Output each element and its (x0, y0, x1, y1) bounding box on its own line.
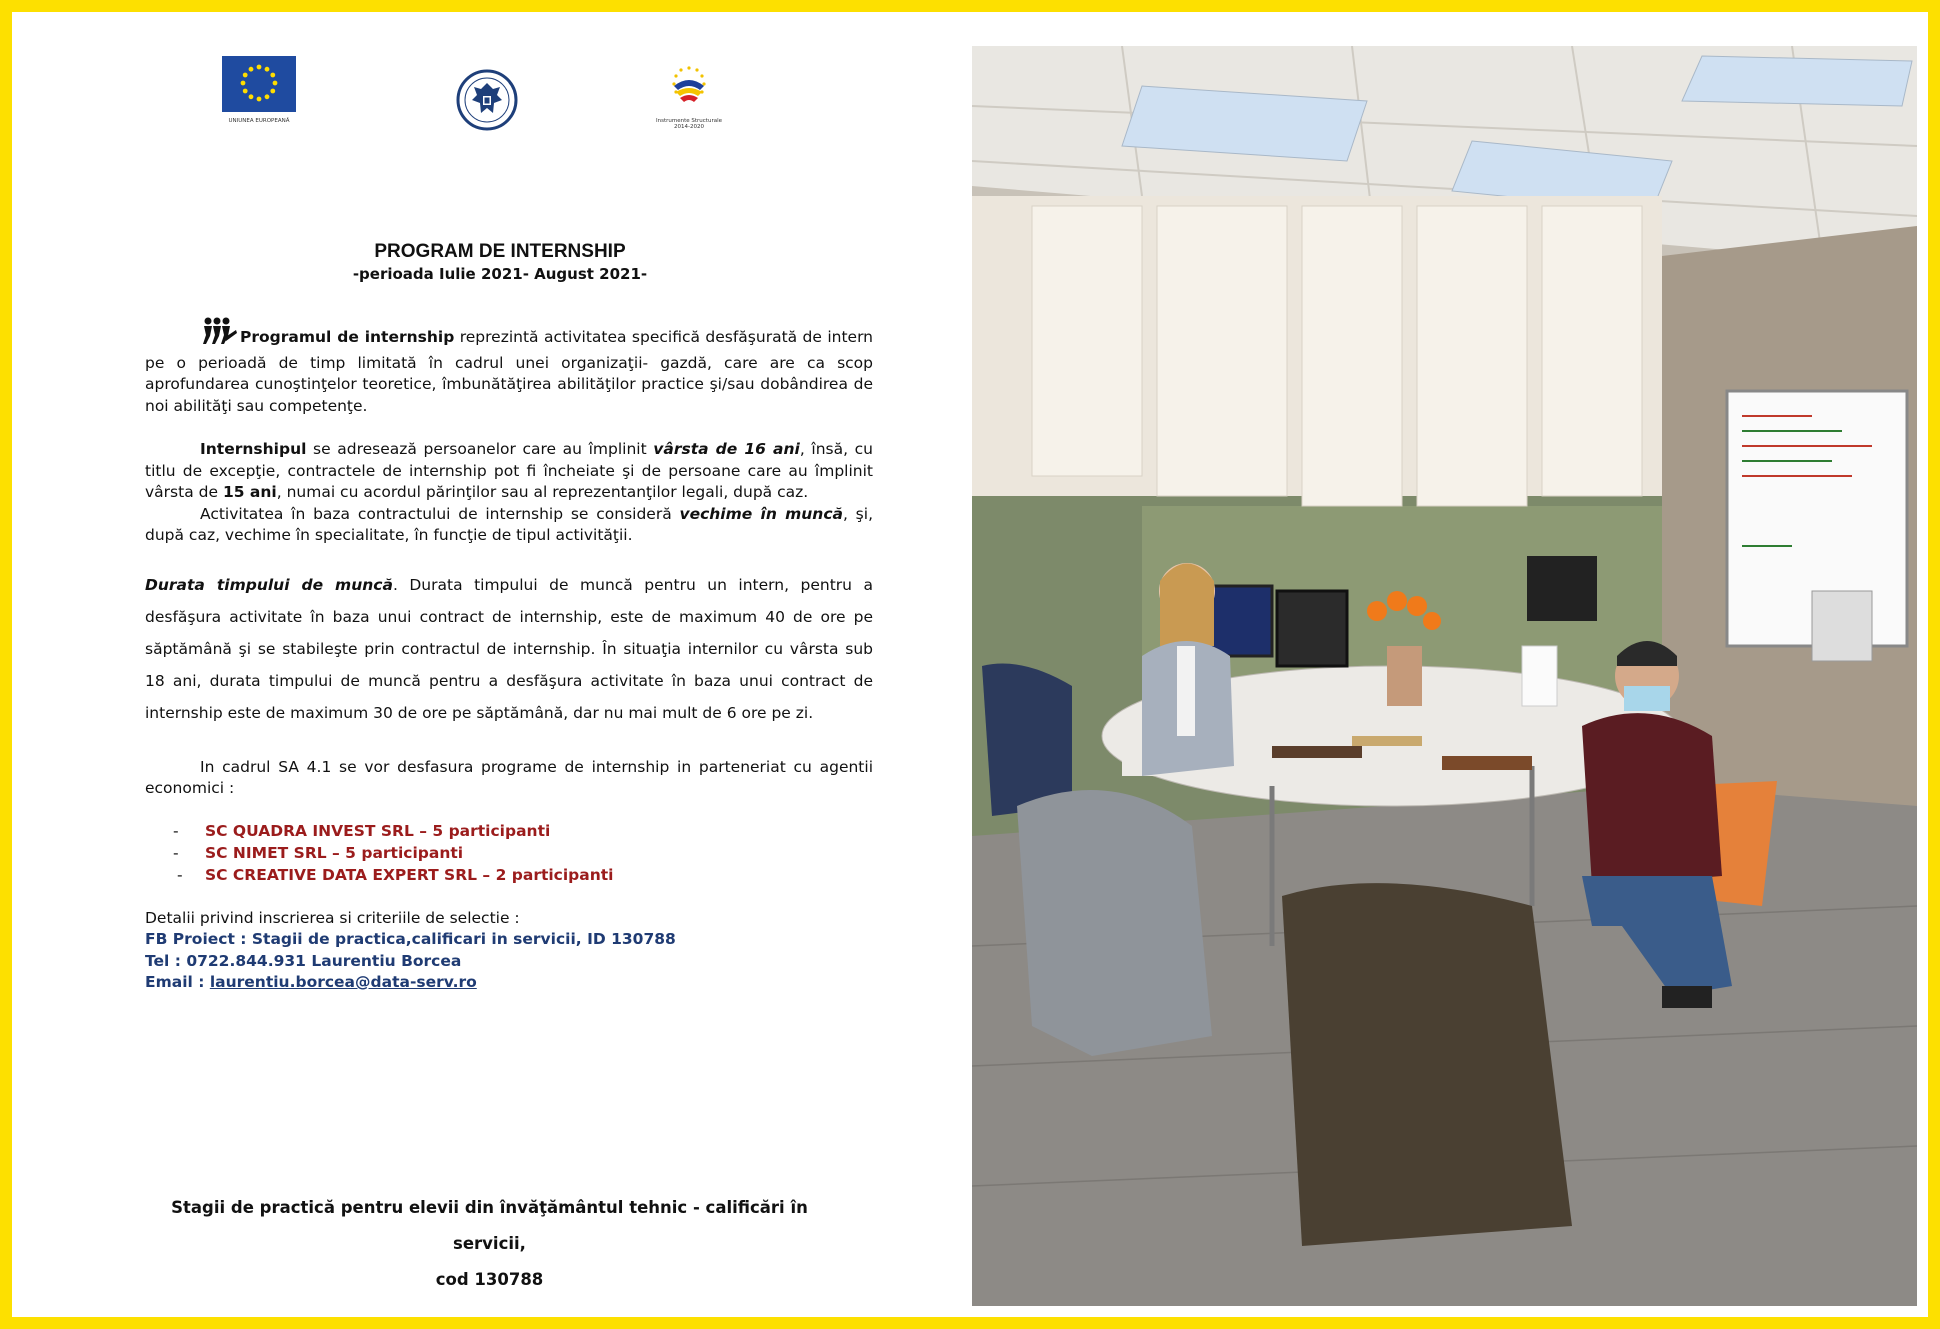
partner-item: - SC NIMET SRL – 5 participanti (173, 843, 464, 862)
partners-list (145, 820, 873, 886)
structural-instruments-logo (652, 62, 726, 130)
eligibility-text-1: se adresează persoanelor care au împlinit (306, 440, 654, 458)
internship-document (145, 240, 873, 994)
partner-name: SC NIMET SRL – 5 participanti (205, 843, 464, 862)
document-subtitle: -perioada Iulie 2021- August 2021- (352, 265, 648, 283)
program-term: Programul de internship (240, 328, 455, 346)
document-footer (132, 1190, 847, 1298)
eu-flag-logo (220, 56, 298, 124)
paragraph-program (145, 316, 873, 417)
government-seal-logo (456, 66, 518, 138)
is-logo-caption-2: 2014-2020 (674, 124, 704, 131)
eligibility-text-2: , însă, cu titlu de excepţie, contractele de internship pot fi încheiate şi de persoane care au împlinit vârsta de (145, 440, 873, 501)
seniority-text-1: Activitatea în baza contractului de internship se consideră (200, 504, 680, 523)
working-time-text: . Durata timpului de muncă pentru un intern, pentru a desfăşura activitate în baza unui contract de internship, este de maximum 40 de ore pe săptămână şi se stabileşte prin contractul de internship. În situaţia internilor cu vârsta sub 18 ani, durata timpului de muncă pentru a desfăşura activitate în baza unui contract de internship este de maximum 30 de ore pe săptămână, dar nu mai mult de 6 ore pe zi. (145, 575, 874, 722)
contact-phone: Tel : 0722.844.931 Laurentiu Borcea (145, 951, 462, 970)
contact-intro: Detalii privind inscrierea si criteriile de selectie : (145, 908, 520, 927)
contact-details (145, 908, 873, 994)
paragraph-working-time (145, 569, 873, 729)
footer-line-1: Stagii de practică pentru elevii din învăţământul tehnic - calificări în servicii, (171, 1198, 808, 1253)
age-15: 15 ani (222, 483, 277, 501)
internship-term: Internshipul (200, 440, 307, 458)
partner-item: - SC CREATIVE DATA EXPERT SRL – 2 participanti (177, 865, 614, 884)
contact-email-label: Email : (145, 973, 210, 991)
program-definition: reprezintă activitatea specifică desfăşurată de intern pe o perioadă de timp limitată în cadrul unei organizaţii- gazdă, care are ca scop aprofundarea cunoştinţelor teoretice, îmbunătăţirea abilităţilor practice şi/sau dobândirea de noi abilităţi sau competenţe. (145, 328, 873, 415)
seniority-term: vechime în muncă (679, 504, 843, 523)
paragraph-seniority (145, 504, 873, 547)
seniority-text-2: , şi, după caz, vechime în specialitate, în funcţie de tipul activităţii. (145, 504, 873, 544)
contact-facebook: FB Proiect : Stagii de practica,calificari in servicii, ID 130788 (145, 930, 676, 948)
partner-name: SC CREATIVE DATA EXPERT SRL – 2 participanti (205, 865, 614, 884)
is-logo-caption-1: Instrumente Structurale (656, 118, 722, 124)
office-photo (972, 46, 1917, 1306)
contact-email-link[interactable]: laurentiu.borcea@data-serv.ro (209, 973, 477, 991)
eu-logo-caption: UNIUNEA EUROPEANĂ (228, 118, 290, 124)
age-16: vârsta de 16 ani (653, 440, 800, 458)
footer-line-2: cod 130788 (435, 1270, 544, 1289)
partnership-text: In cadrul SA 4.1 se vor desfasura programe de internship in parteneriat cu agentii economici : (145, 757, 873, 797)
eligibility-text-3: , numai cu acordul părinţilor sau al reprezentanţilor legali, după caz. (276, 483, 809, 501)
partner-item: - SC QUADRA INVEST SRL – 5 participanti (173, 821, 551, 840)
paragraph-partnership (145, 757, 873, 800)
paragraph-eligibility (145, 439, 873, 504)
document-title: PROGRAM DE INTERNSHIP (374, 241, 626, 262)
partner-name: SC QUADRA INVEST SRL – 5 participanti (205, 821, 551, 840)
working-time-term: Durata timpului de muncă (145, 575, 393, 594)
people-icon (200, 316, 238, 353)
